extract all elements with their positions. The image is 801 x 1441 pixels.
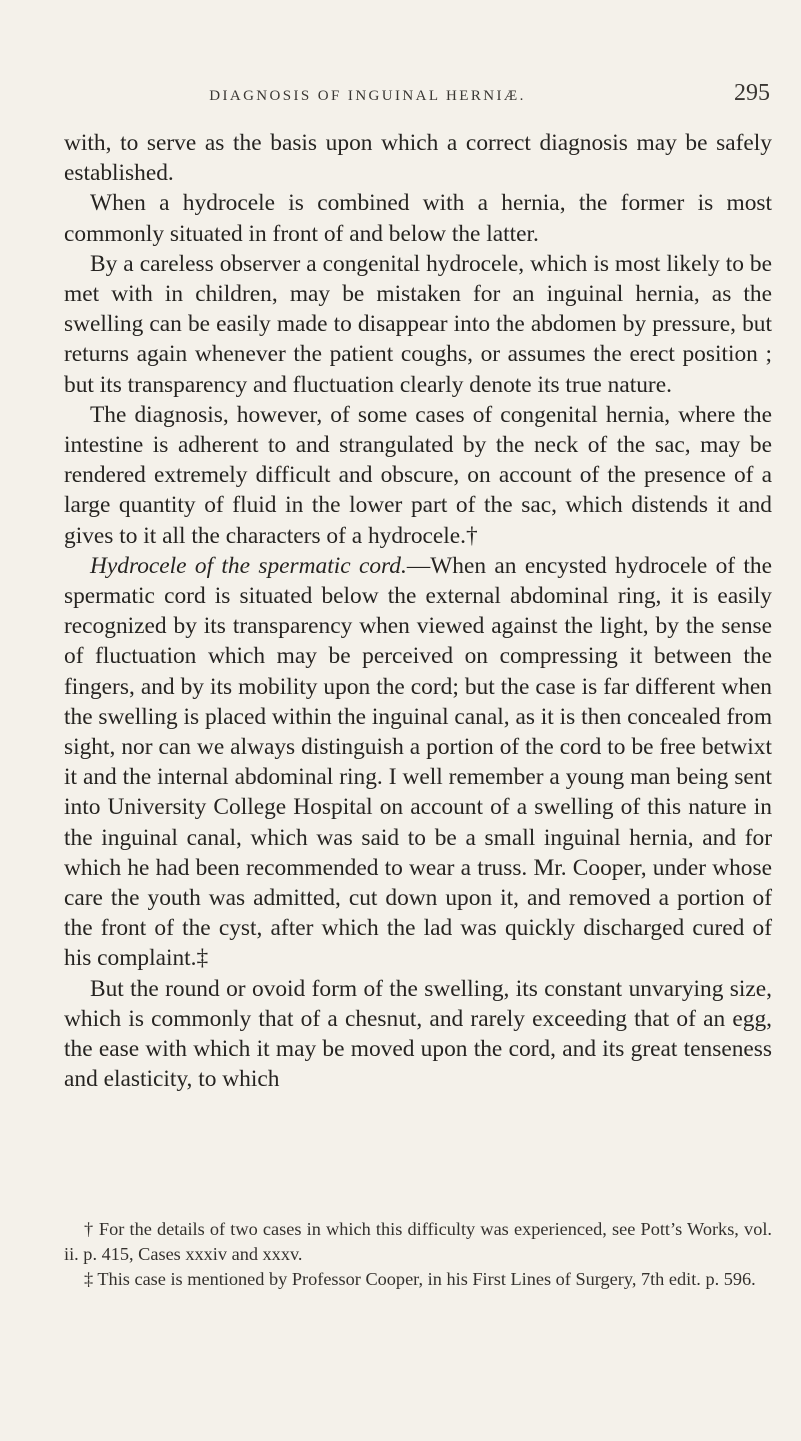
paragraph-congenital-hydrocele: By a careless observer a congenital hydrocele, which is most likely to be met with in children, may be mistaken for an inguinal hernia, as the swelling can be easily made to disappear into the abdomen by pressure, but returns again whenever the patient coughs, or assumes the erect position ; but its transparency and fluctuation clearly denote its true nature. <box>64 250 772 398</box>
footnote-dagger: † For the details of two cases in which this difficulty was experienced, see Pott’s Works, vol. ii. p. 415, Cases xxxiv and xxxv. <box>64 1219 772 1264</box>
section-heading-spermatic-cord: Hydrocele of the spermatic cord. <box>90 552 407 579</box>
footnote-double-dagger: ‡ This case is mentioned by Professor Cooper, in his First Lines of Surgery, 7th edit. p. 596. <box>84 1269 756 1289</box>
paragraph-swelling-form: But the round or ovoid form of the swelling, its constant unvarying size, which is commonly that of a chesnut, and rarely exceeding that of an egg, the ease with which it may be moved upon the cord, and its great tenseness and elasticity, to which <box>64 975 772 1093</box>
page-number: 295 <box>734 80 770 106</box>
paragraph-continuation: with, to serve as the basis upon which a correct diagnosis may be safely established. <box>64 130 772 187</box>
paragraph-spermatic-cord-text: —When an encysted hydrocele of the spermatic cord is situated below the external abdominal ring, it is easily recognized by its transparency when viewed against the light, by the sense of fluctuation which may be perceived on compressing it between the fingers, and by its mobility upon the cord; but the case is far different when the swelling is placed within the inguinal canal, as it is then concealed from sight, nor can we always distinguish a portion of the cord to be free betwixt it and the internal abdominal ring. I well remember a young man being sent into University College Hospital on account of a swelling of this nature in the inguinal canal, which was said to be a small inguinal hernia, and for which he had been recommended to wear a truss. Mr. Cooper, under whose care the youth was admitted, cut down upon it, and removed a portion of the front of the cyst, after which the lad was quickly discharged cured of his complaint.‡ <box>64 552 773 972</box>
paragraph-congenital-hernia: The diagnosis, however, of some cases of congenital hernia, where the intestine is adherent to and strangulated by the neck of the sac, may be rendered extremely difficult and obscure, on account of the presence of a large quantity of fluid in the lower part of the sac, which distends it and gives to it all the characters of a hydrocele.† <box>64 401 772 549</box>
body-text <box>64 128 772 1095</box>
paragraph-hydrocele-with-hernia: When a hydrocele is combined with a hernia, the former is most commonly situated in front of and below the latter. <box>64 190 772 247</box>
paragraph-spermatic-cord <box>64 551 772 974</box>
footnotes <box>64 1217 772 1292</box>
running-head: DIAGNOSIS OF INGUINAL HERNIÆ. <box>209 88 526 104</box>
